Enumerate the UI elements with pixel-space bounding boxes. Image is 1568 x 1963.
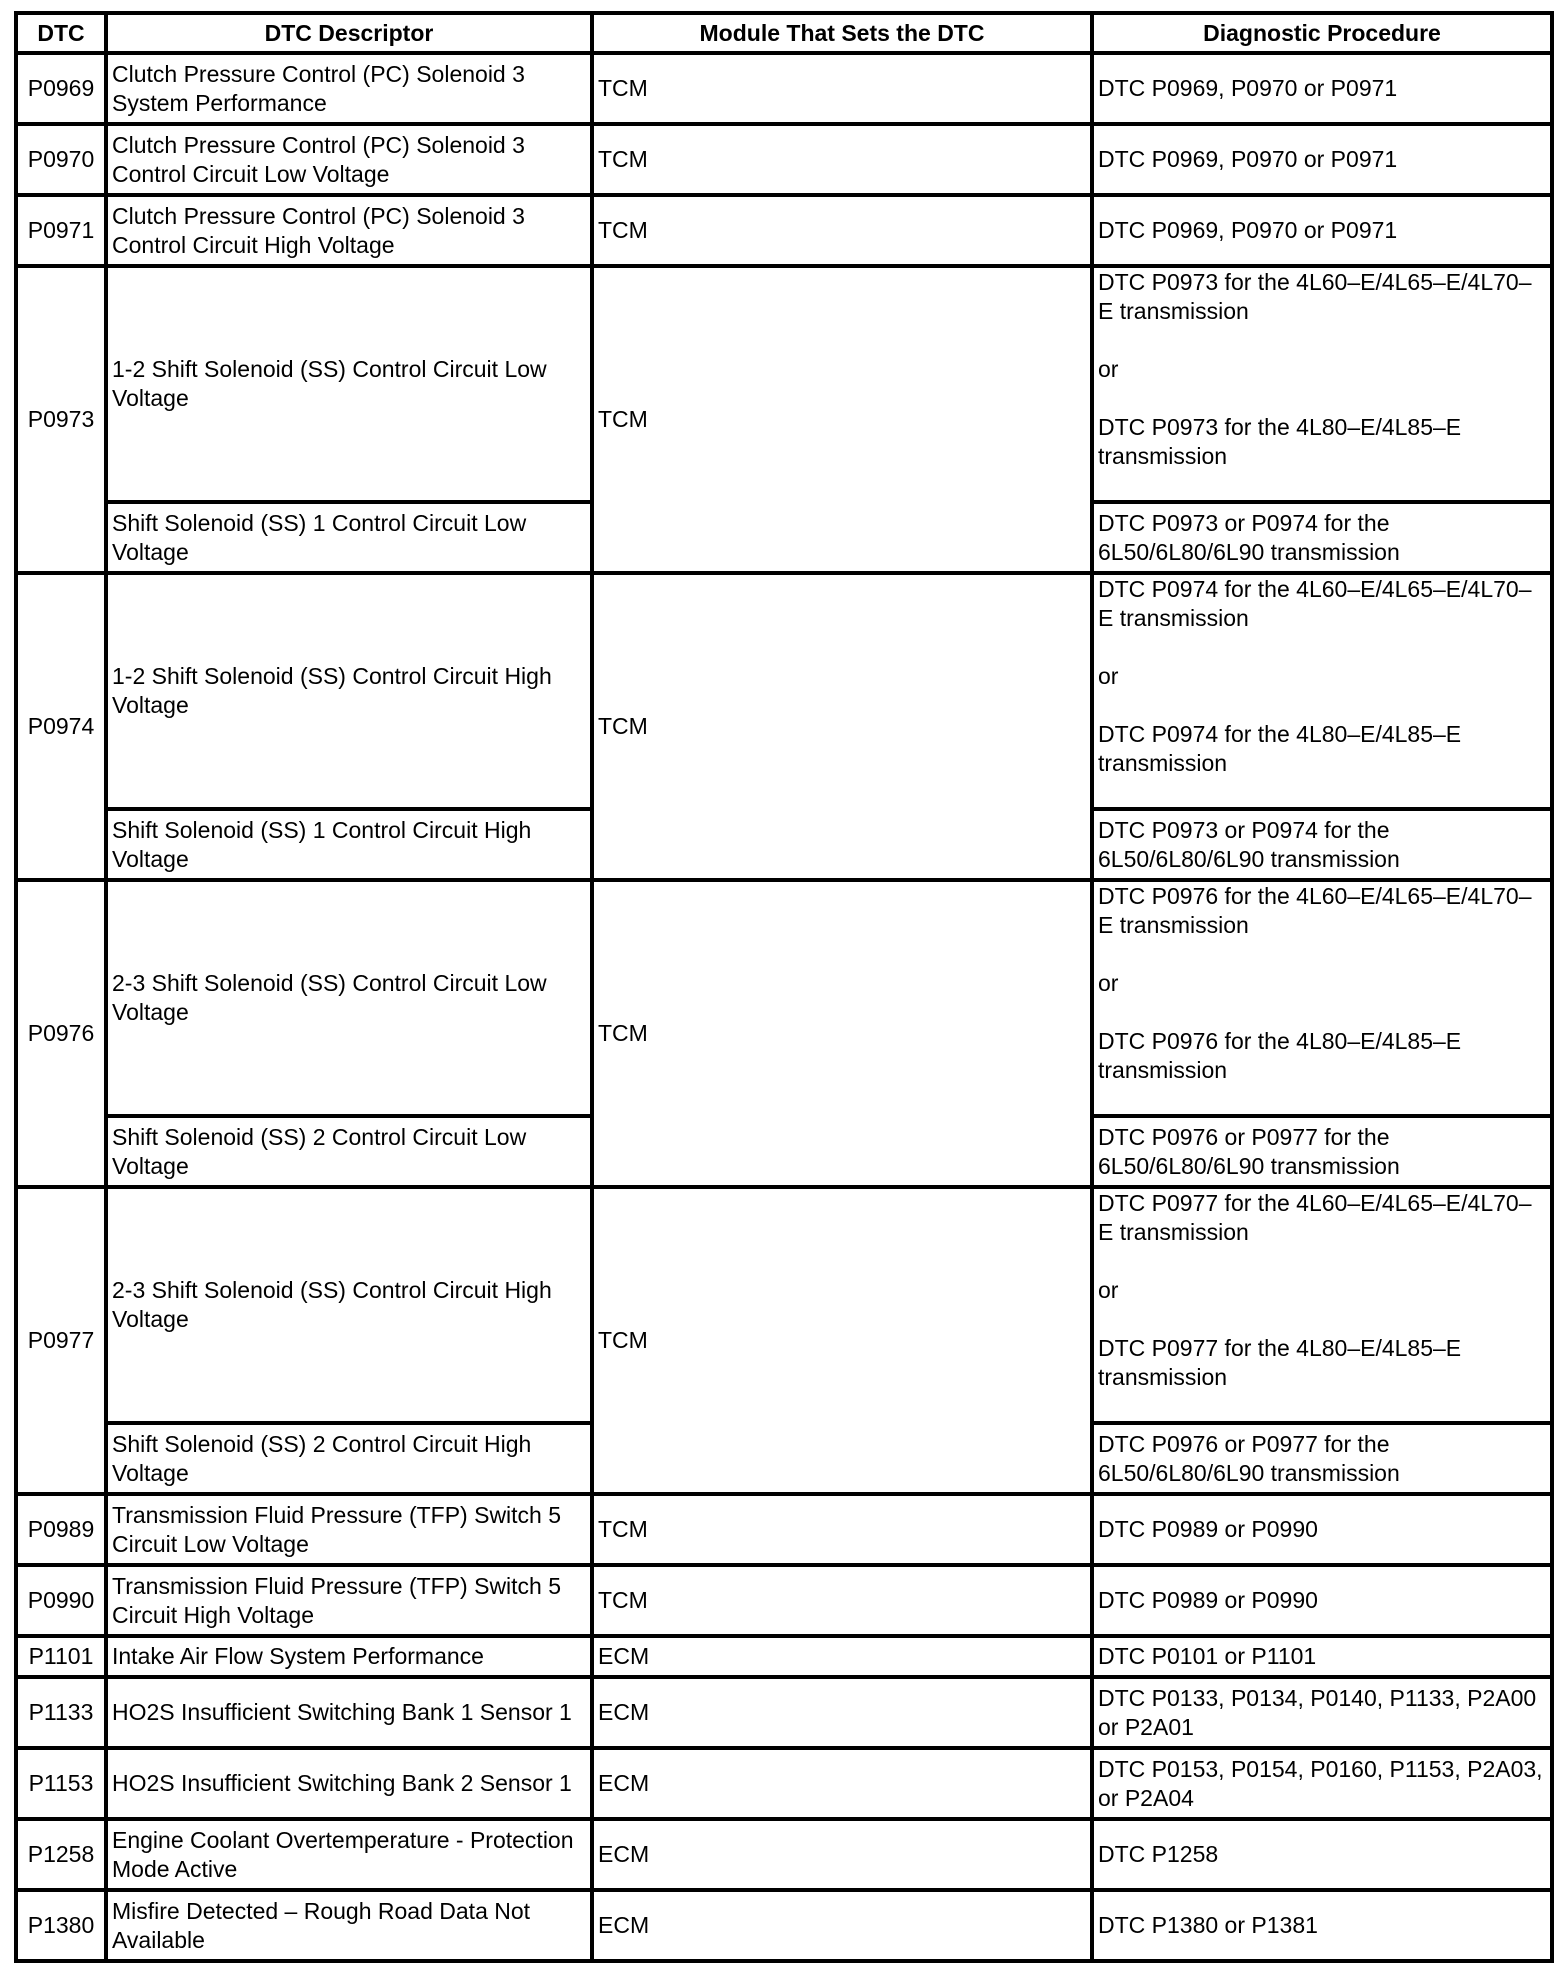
table-row [16,53,1552,124]
dtc-code: P0973 [16,266,106,573]
dtc-descriptor: Clutch Pressure Control (PC) Solenoid 3 System Performance [106,53,592,124]
diagnostic-procedure: DTC P0969, P0970 or P0971 [1092,124,1552,195]
table-row [16,1890,1552,1961]
module: TCM [592,1565,1092,1636]
dtc-code: P0977 [16,1187,106,1494]
diagnostic-procedure: DTC P0101 or P1101 [1092,1636,1552,1677]
diagnostic-procedure: DTC P1380 or P1381 [1092,1890,1552,1961]
module: ECM [592,1636,1092,1677]
dtc-code: P1101 [16,1636,106,1677]
dtc-code: P0971 [16,195,106,266]
dtc-code: P0974 [16,573,106,880]
dtc-descriptor: Clutch Pressure Control (PC) Solenoid 3 Control Circuit High Voltage [106,195,592,266]
table-row [16,1748,1552,1819]
dtc-code: P1380 [16,1890,106,1961]
dtc-descriptor: HO2S Insufficient Switching Bank 1 Sensor 1 [106,1677,592,1748]
diagnostic-procedure: DTC P0974 for the 4L60–E/4L65–E/4L70–E transmission or DTC P0974 for the 4L80–E/4L85–E transmission [1092,573,1552,809]
table-row [16,880,1552,1116]
dtc-descriptor: Shift Solenoid (SS) 2 Control Circuit Low Voltage [106,1116,592,1187]
diagnostic-procedure: DTC P0977 for the 4L60–E/4L65–E/4L70–E transmission or DTC P0977 for the 4L80–E/4L85–E transmission [1092,1187,1552,1423]
dtc-descriptor: 1-2 Shift Solenoid (SS) Control Circuit High Voltage [106,573,592,809]
diagnostic-procedure: DTC P0989 or P0990 [1092,1494,1552,1565]
table-row [16,1677,1552,1748]
diagnostic-procedure: DTC P0973 for the 4L60–E/4L65–E/4L70–E transmission or DTC P0973 for the 4L80–E/4L85–E transmission [1092,266,1552,502]
dtc-descriptor: Transmission Fluid Pressure (TFP) Switch 5 Circuit High Voltage [106,1565,592,1636]
table-row [16,1819,1552,1890]
diagnostic-procedure: DTC P0973 or P0974 for the 6L50/6L80/6L90 transmission [1092,502,1552,573]
module: TCM [592,124,1092,195]
diagnostic-procedure: DTC P0976 for the 4L60–E/4L65–E/4L70–E transmission or DTC P0976 for the 4L80–E/4L85–E transmission [1092,880,1552,1116]
table-row [16,124,1552,195]
header-dtc: DTC [16,13,106,53]
module: TCM [592,195,1092,266]
dtc-descriptor: 2-3 Shift Solenoid (SS) Control Circuit Low Voltage [106,880,592,1116]
diagnostic-procedure: DTC P0969, P0970 or P0971 [1092,53,1552,124]
diagnostic-procedure: DTC P0153, P0154, P0160, P1153, P2A03, or P2A04 [1092,1748,1552,1819]
diagnostic-procedure: DTC P0976 or P0977 for the 6L50/6L80/6L90 transmission [1092,1116,1552,1187]
table-row [16,195,1552,266]
header-row [16,13,1552,53]
diagnostic-procedure: DTC P0969, P0970 or P0971 [1092,195,1552,266]
module: ECM [592,1819,1092,1890]
dtc-descriptor: Shift Solenoid (SS) 1 Control Circuit High Voltage [106,809,592,880]
dtc-descriptor: 2-3 Shift Solenoid (SS) Control Circuit High Voltage [106,1187,592,1423]
module: TCM [592,266,1092,573]
diagnostic-procedure: DTC P1258 [1092,1819,1552,1890]
dtc-descriptor: Misfire Detected – Rough Road Data Not Available [106,1890,592,1961]
dtc-code: P0969 [16,53,106,124]
table-row [16,1494,1552,1565]
table-row [16,1565,1552,1636]
dtc-code: P0990 [16,1565,106,1636]
module: TCM [592,573,1092,880]
header-module: Module That Sets the DTC [592,13,1092,53]
module: TCM [592,880,1092,1187]
dtc-code: P1133 [16,1677,106,1748]
dtc-descriptor: Shift Solenoid (SS) 2 Control Circuit High Voltage [106,1423,592,1494]
diagnostic-procedure: DTC P0973 or P0974 for the 6L50/6L80/6L90 transmission [1092,809,1552,880]
diagnostic-procedure: DTC P0976 or P0977 for the 6L50/6L80/6L90 transmission [1092,1423,1552,1494]
module: ECM [592,1677,1092,1748]
dtc-code: P0989 [16,1494,106,1565]
dtc-code: P1153 [16,1748,106,1819]
header-descriptor: DTC Descriptor [106,13,592,53]
table-row [16,266,1552,502]
module: TCM [592,1187,1092,1494]
dtc-code: P1258 [16,1819,106,1890]
dtc-descriptor: Transmission Fluid Pressure (TFP) Switch 5 Circuit Low Voltage [106,1494,592,1565]
module: ECM [592,1890,1092,1961]
table-row [16,1187,1552,1423]
module: TCM [592,53,1092,124]
dtc-code: P0970 [16,124,106,195]
module: ECM [592,1748,1092,1819]
dtc-descriptor: Intake Air Flow System Performance [106,1636,592,1677]
dtc-code: P0976 [16,880,106,1187]
diagnostic-procedure: DTC P0133, P0134, P0140, P1133, P2A00 or P2A01 [1092,1677,1552,1748]
dtc-table [14,11,1554,1963]
dtc-descriptor: 1-2 Shift Solenoid (SS) Control Circuit Low Voltage [106,266,592,502]
table-row [16,1636,1552,1677]
dtc-descriptor: HO2S Insufficient Switching Bank 2 Sensor 1 [106,1748,592,1819]
dtc-descriptor: Engine Coolant Overtemperature - Protection Mode Active [106,1819,592,1890]
header-procedure: Diagnostic Procedure [1092,13,1552,53]
dtc-descriptor: Shift Solenoid (SS) 1 Control Circuit Low Voltage [106,502,592,573]
module: TCM [592,1494,1092,1565]
dtc-descriptor: Clutch Pressure Control (PC) Solenoid 3 Control Circuit Low Voltage [106,124,592,195]
diagnostic-procedure: DTC P0989 or P0990 [1092,1565,1552,1636]
table-row [16,573,1552,809]
